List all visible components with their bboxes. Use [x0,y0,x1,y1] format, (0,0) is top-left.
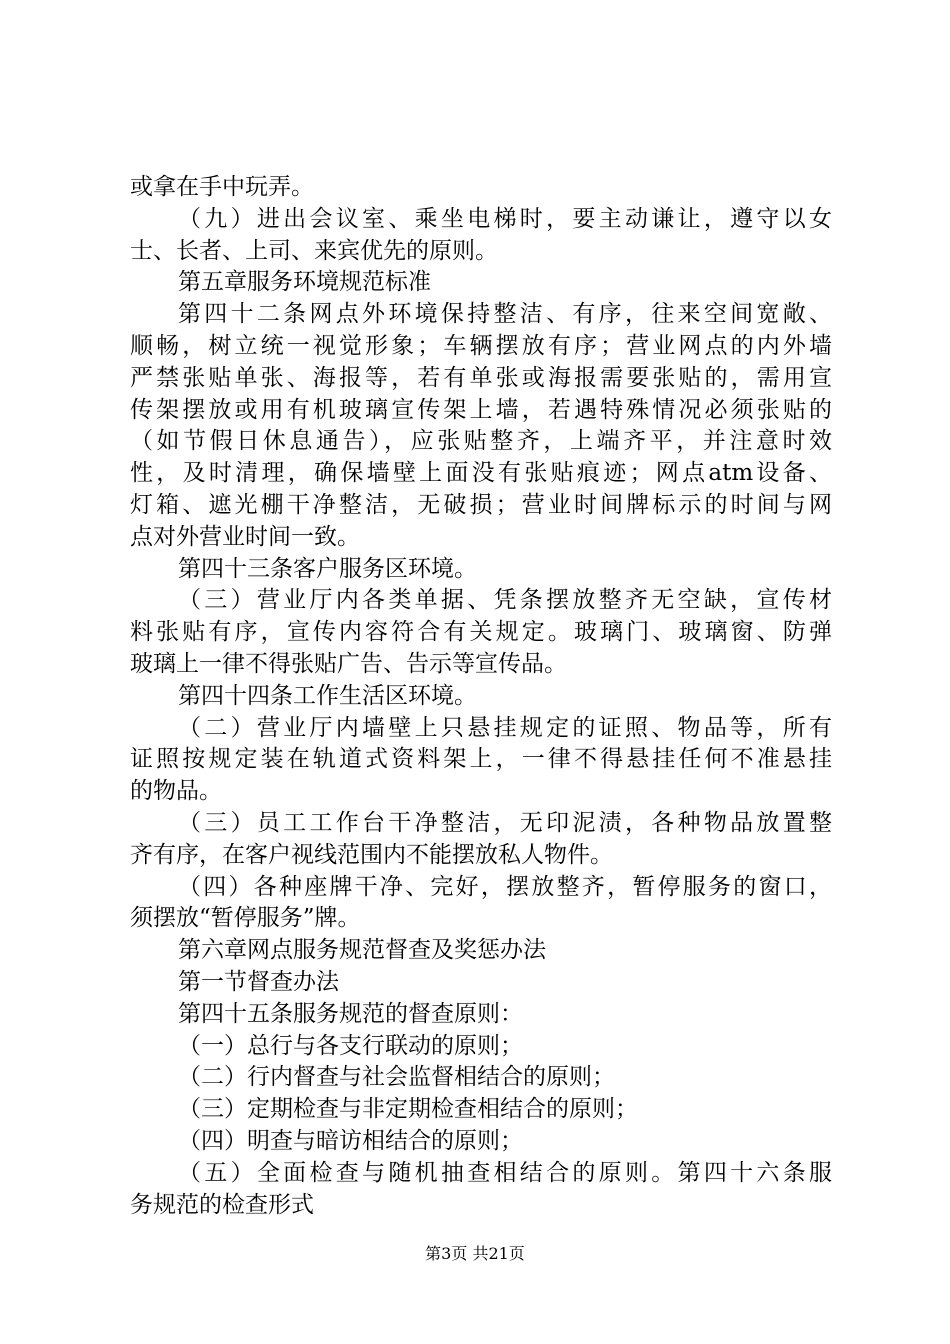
text-line: 第四十五条服务规范的督查原则： [178,1000,523,1027]
text-line: 玻璃上一律不得张贴广告、告示等宣传品。 [130,650,567,677]
text-line: （如节假日休息通告），应张贴整齐，上端齐平，并注意时效 [130,428,832,455]
text-line: 灯箱、遮光棚干净整洁，无破损；营业时间牌标示的时间与网 [130,491,832,518]
text-line: （四）明查与暗访相结合的原则； [178,1127,523,1154]
page-number-label: 第3页 共21页 [425,1244,525,1263]
text-line: 第六章网点服务规范督查及奖惩办法 [178,937,546,964]
text-line: 第四十四条工作生活区环境。 [178,682,477,709]
text-line: 证照按规定装在轨道式资料架上，一律不得悬挂任何不准悬挂 [130,746,832,773]
text-line: （三）员工工作台干净整洁，无印泥渍，各种物品放置整 [178,809,832,836]
text-line: （三）营业厅内各类单据、凭条摆放整齐无空缺，宣传材 [178,587,832,614]
text-line: 齐有序，在客户视线范围内不能摆放私人物件。 [130,841,613,868]
document-body [130,172,832,1221]
text-line: 第四十二条网点外环境保持整洁、有序，往来空间宽敞、 [178,301,832,328]
text-line: （五）全面检查与随机抽查相结合的原则。第四十六条服 [178,1159,832,1186]
text-line: 士、长者、上司、来宾优先的原则。 [130,237,498,264]
text-line: （四）各种座牌干净、完好，摆放整齐，暂停服务的窗口， [178,873,832,900]
text-line: 顺畅，树立统一视觉形象；车辆摆放有序；营业网点的内外墙 [130,332,832,359]
text-line: （九）进出会议室、乘坐电梯时，要主动谦让，遵守以女 [178,205,832,232]
text-line: 严禁张贴单张、海报等，若有单张或海报需要张贴的，需用宣 [130,364,832,391]
page-footer [0,1244,950,1264]
text-line: 第四十三条客户服务区环境。 [178,555,477,582]
text-line: （二）营业厅内墙壁上只悬挂规定的证照、物品等，所有 [178,714,832,741]
text-line: 须摆放“暂停服务”牌。 [130,905,361,932]
text-line: （一）总行与各支行联动的原则； [178,1032,523,1059]
text-line: 点对外营业时间一致。 [130,523,360,550]
text-line: 料张贴有序，宣传内容符合有关规定。玻璃门、玻璃窗、防弹 [130,619,832,646]
text-line: （二）行内督查与社会监督相结合的原则； [178,1064,615,1091]
text-line: 性，及时清理，确保墙壁上面没有张贴痕迹；网点atm设备、 [130,460,832,487]
text-line: 务规范的检查形式 [130,1191,314,1218]
text-line: 第五章服务环境规范标准 [178,269,431,296]
text-line: （三）定期检查与非定期检查相结合的原则； [178,1096,638,1123]
text-line: 第一节督查办法 [178,968,339,995]
text-line: 传架摆放或用有机玻璃宣传架上墙，若遇特殊情况必须张贴的 [130,396,832,423]
text-line: 的物品。 [130,778,222,805]
text-line: 或拿在手中玩弄。 [130,174,314,200]
